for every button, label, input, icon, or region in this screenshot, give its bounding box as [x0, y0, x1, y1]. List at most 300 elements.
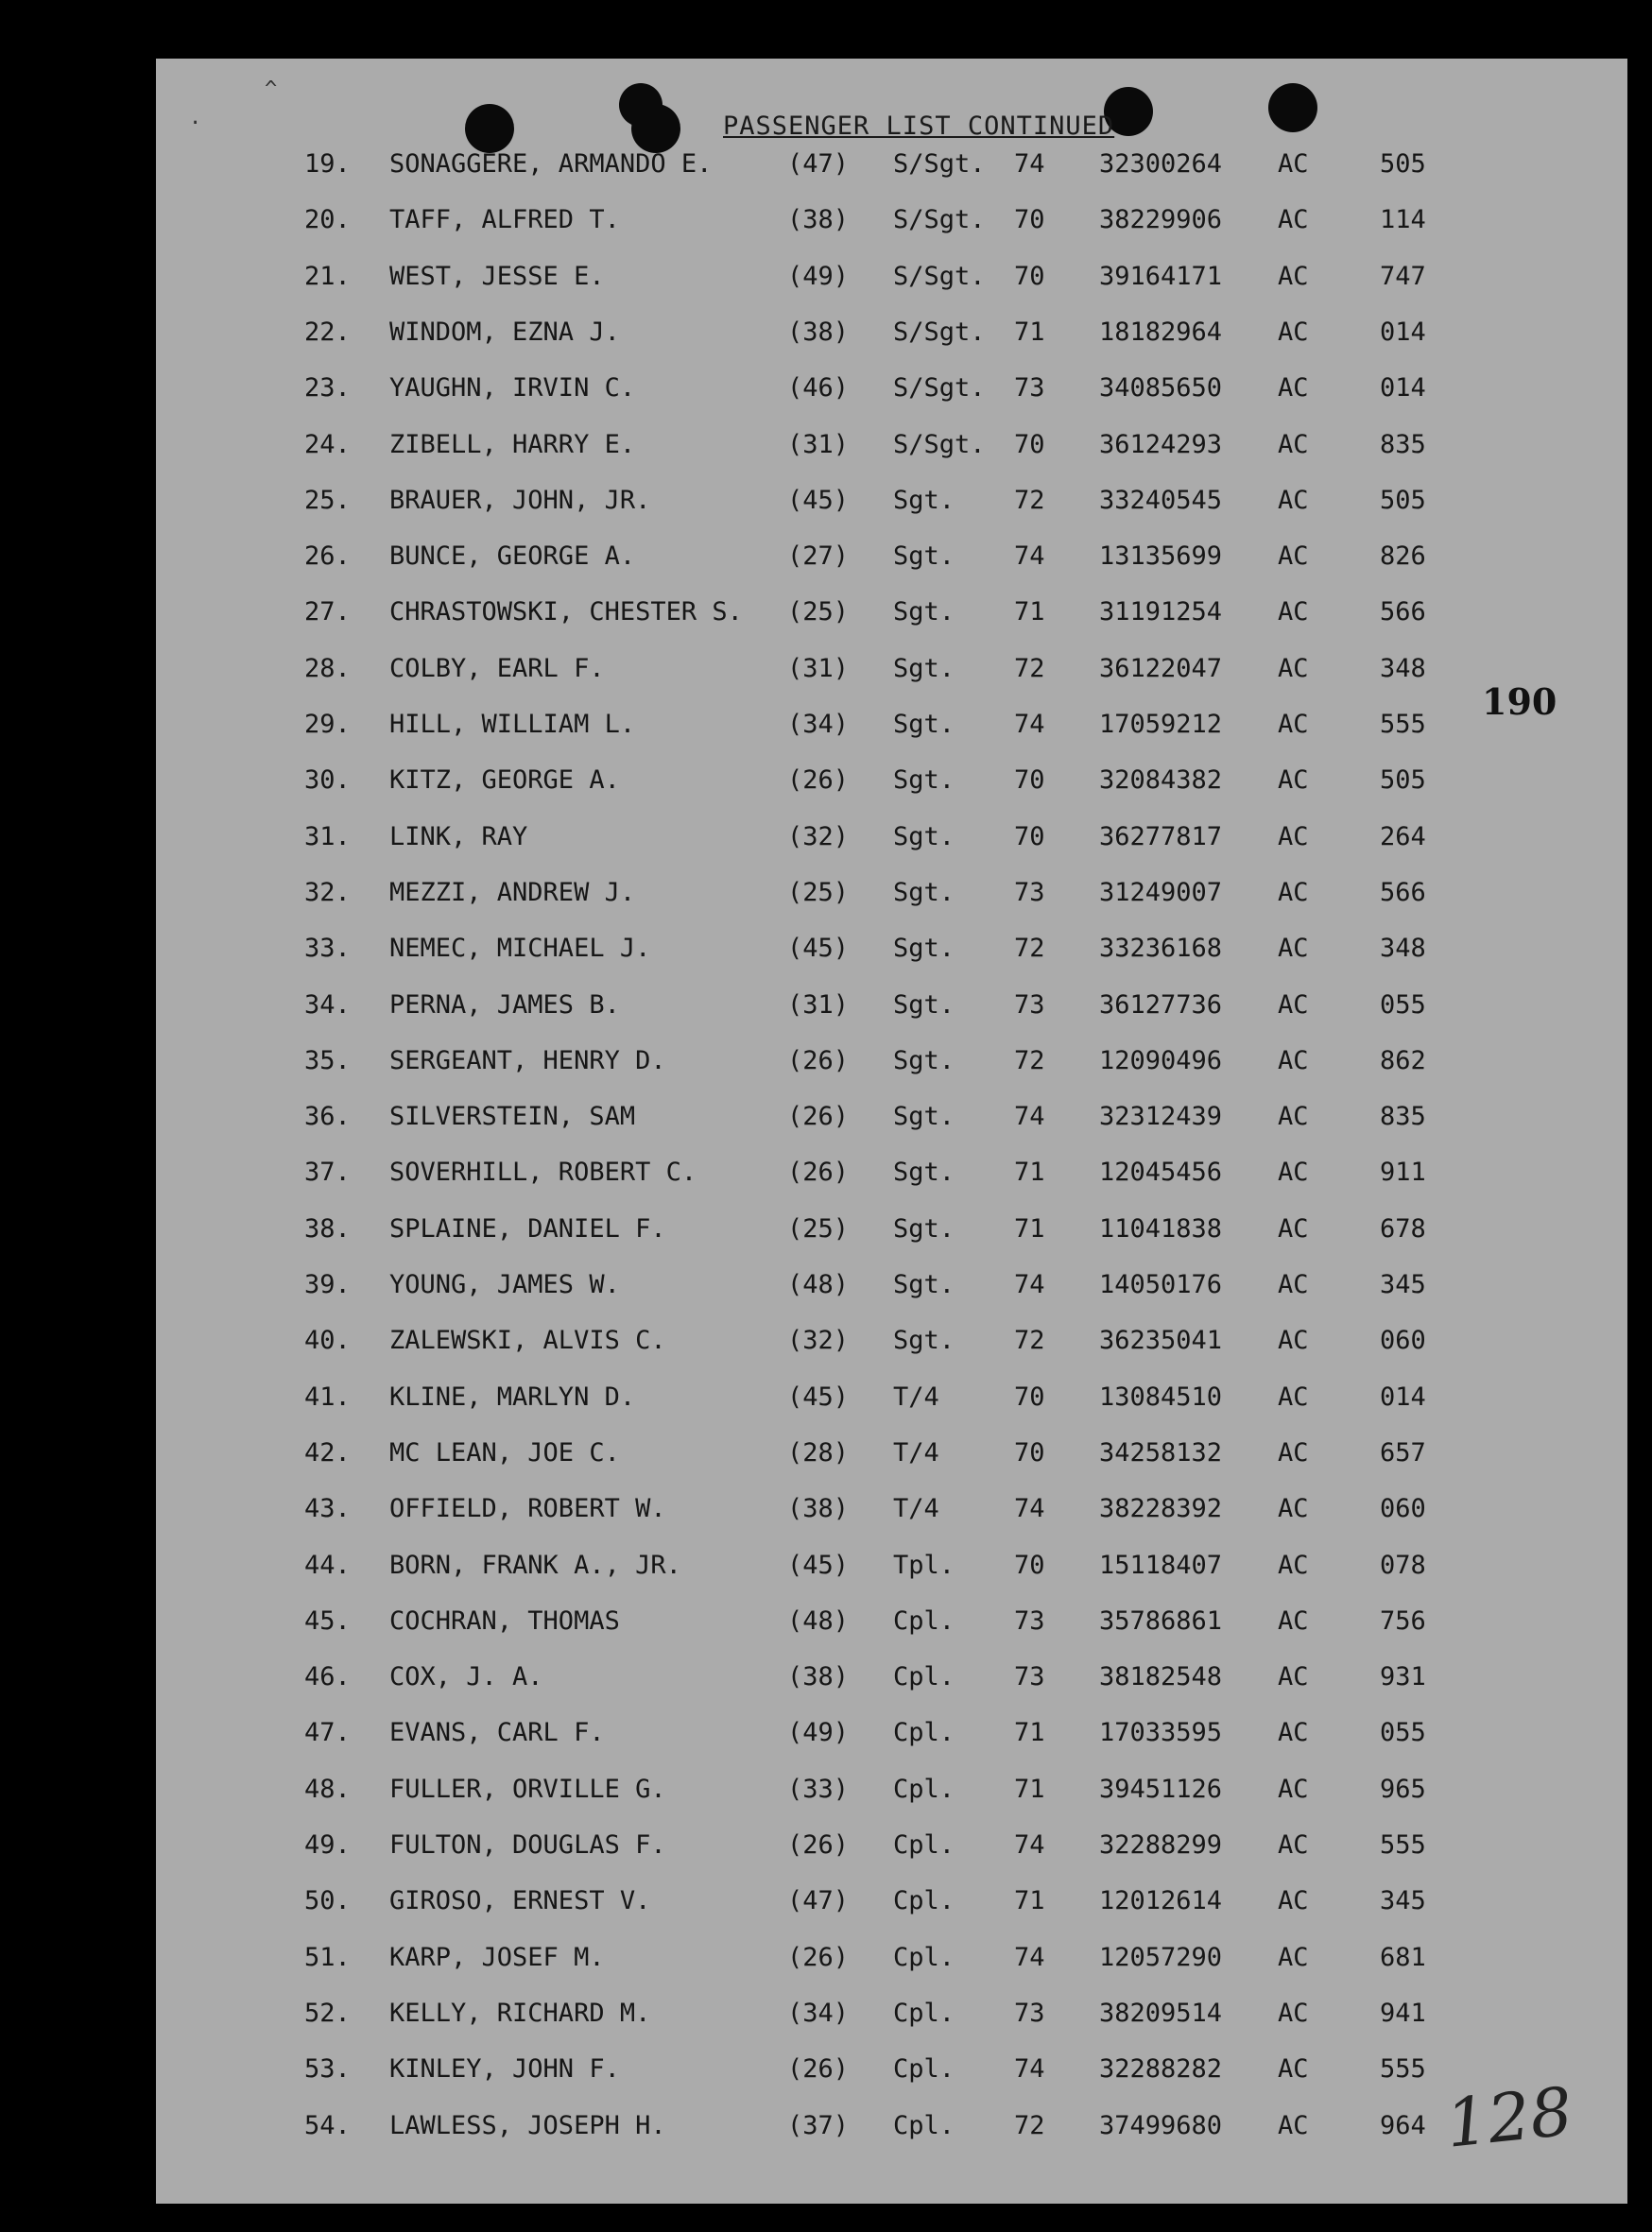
branch-code: AC — [1278, 1045, 1309, 1075]
serial-number: 32300264 — [1099, 149, 1223, 179]
passenger-age: (47) — [787, 1886, 850, 1916]
handwritten-number: 128 — [1442, 2072, 1576, 2163]
passenger-rank: Sgt. — [893, 597, 955, 627]
list-item — [0, 373, 1652, 411]
branch-code: AC — [1278, 541, 1309, 572]
last-column-code: 566 — [1380, 877, 1426, 907]
branch-code: AC — [1278, 1213, 1309, 1244]
branch-code: AC — [1278, 1830, 1309, 1860]
passenger-name: LINK, RAY — [389, 821, 528, 851]
passenger-name: KITZ, GEORGE A. — [389, 765, 620, 796]
list-item — [0, 541, 1652, 579]
passenger-name: GIROSO, ERNEST V. — [389, 1886, 651, 1916]
passenger-code: 72 — [1014, 485, 1045, 515]
row-number: 33. — [304, 934, 351, 964]
list-item — [0, 1102, 1652, 1140]
passenger-rank: Cpl. — [893, 1605, 955, 1636]
passenger-name: FULLER, ORVILLE G. — [389, 1774, 666, 1804]
row-number: 43. — [304, 1494, 351, 1524]
passenger-rank: Sgt. — [893, 1270, 955, 1299]
passenger-code: 71 — [1014, 1158, 1045, 1188]
passenger-code: 71 — [1014, 1213, 1045, 1244]
serial-number: 36124293 — [1099, 429, 1223, 459]
passenger-rank: Sgt. — [893, 1326, 955, 1356]
passenger-rank: Cpl. — [893, 2054, 955, 2085]
punch-hole — [465, 104, 514, 153]
branch-code: AC — [1278, 261, 1309, 291]
row-number: 27. — [304, 597, 351, 627]
passenger-name: NEMEC, MICHAEL J. — [389, 934, 651, 964]
row-number: 53. — [304, 2054, 351, 2085]
row-number: 31. — [304, 821, 351, 851]
serial-number: 39164171 — [1099, 261, 1223, 291]
row-number: 25. — [304, 485, 351, 515]
passenger-name: TAFF, ALFRED T. — [389, 205, 620, 235]
passenger-age: (37) — [787, 2110, 850, 2140]
list-item — [0, 822, 1652, 860]
serial-number: 13084510 — [1099, 1382, 1223, 1412]
passenger-rank: Cpl. — [893, 1886, 955, 1916]
passenger-name: KARP, JOSEF M. — [389, 1942, 605, 1972]
passenger-age: (31) — [787, 989, 850, 1020]
passenger-code: 73 — [1014, 1605, 1045, 1636]
passenger-rank: S/Sgt. — [893, 373, 986, 403]
passenger-rank: Sgt. — [893, 765, 955, 796]
last-column-code: 060 — [1380, 1494, 1426, 1524]
passenger-age: (25) — [787, 1213, 850, 1244]
branch-code: AC — [1278, 373, 1309, 403]
passenger-code: 74 — [1014, 710, 1045, 739]
passenger-code: 72 — [1014, 653, 1045, 683]
row-number: 46. — [304, 1662, 351, 1692]
branch-code: AC — [1278, 1437, 1309, 1468]
row-number: 19. — [304, 149, 351, 179]
list-item — [0, 1718, 1652, 1756]
passenger-age: (34) — [787, 710, 850, 739]
last-column-code: 826 — [1380, 541, 1426, 572]
branch-code: AC — [1278, 1718, 1309, 1748]
passenger-age: (47) — [787, 149, 850, 179]
serial-number: 18182964 — [1099, 317, 1223, 347]
serial-number: 36122047 — [1099, 653, 1223, 683]
passenger-code: 70 — [1014, 1382, 1045, 1412]
list-item — [0, 1382, 1652, 1420]
row-number: 39. — [304, 1270, 351, 1299]
row-number: 20. — [304, 205, 351, 235]
passenger-age: (32) — [787, 1326, 850, 1356]
list-item — [0, 2111, 1652, 2149]
passenger-name: KELLY, RICHARD M. — [389, 1998, 651, 2028]
passenger-name: PERNA, JAMES B. — [389, 989, 620, 1020]
margin-mark: · — [189, 112, 202, 135]
branch-code: AC — [1278, 149, 1309, 179]
serial-number: 31191254 — [1099, 597, 1223, 627]
passenger-age: (45) — [787, 485, 850, 515]
passenger-rank: S/Sgt. — [893, 317, 986, 347]
passenger-age: (34) — [787, 1998, 850, 2028]
row-number: 28. — [304, 653, 351, 683]
passenger-name: KLINE, MARLYN D. — [389, 1382, 636, 1412]
last-column-code: 931 — [1380, 1662, 1426, 1692]
branch-code: AC — [1278, 1662, 1309, 1692]
last-column-code: 941 — [1380, 1998, 1426, 2028]
row-number: 47. — [304, 1718, 351, 1748]
row-number: 34. — [304, 989, 351, 1020]
last-column-code: 078 — [1380, 1550, 1426, 1580]
list-item — [0, 1158, 1652, 1195]
passenger-code: 71 — [1014, 317, 1045, 347]
serial-number: 39451126 — [1099, 1774, 1223, 1804]
passenger-age: (38) — [787, 1494, 850, 1524]
serial-number: 32288282 — [1099, 2054, 1223, 2085]
passenger-age: (26) — [787, 1045, 850, 1075]
passenger-name: KINLEY, JOHN F. — [389, 2054, 620, 2085]
passenger-name: WEST, JESSE E. — [389, 261, 605, 291]
serial-number: 33236168 — [1099, 934, 1223, 964]
passenger-rank: Cpl. — [893, 2110, 955, 2140]
branch-code: AC — [1278, 429, 1309, 459]
row-number: 35. — [304, 1045, 351, 1075]
passenger-rank: Cpl. — [893, 1662, 955, 1692]
passenger-rank: Sgt. — [893, 934, 955, 964]
last-column-code: 345 — [1380, 1886, 1426, 1916]
passenger-name: SONAGGERE, ARMANDO E. — [389, 149, 713, 179]
branch-code: AC — [1278, 205, 1309, 235]
last-column-code: 756 — [1380, 1605, 1426, 1636]
passenger-rank: Sgt. — [893, 1158, 955, 1188]
list-item — [0, 1438, 1652, 1476]
row-number: 41. — [304, 1382, 351, 1412]
passenger-age: (45) — [787, 1550, 850, 1580]
serial-number: 34258132 — [1099, 1437, 1223, 1468]
passenger-code: 70 — [1014, 765, 1045, 796]
passenger-name: SILVERSTEIN, SAM — [389, 1102, 636, 1132]
branch-code: AC — [1278, 1102, 1309, 1132]
passenger-age: (38) — [787, 317, 850, 347]
row-number: 29. — [304, 710, 351, 739]
last-column-code: 014 — [1380, 317, 1426, 347]
list-item — [0, 1326, 1652, 1364]
list-item — [0, 486, 1652, 524]
passenger-age: (38) — [787, 205, 850, 235]
list-item — [0, 1999, 1652, 2036]
row-number: 30. — [304, 765, 351, 796]
last-column-code: 055 — [1380, 989, 1426, 1020]
serial-number: 34085650 — [1099, 373, 1223, 403]
passenger-code: 74 — [1014, 1830, 1045, 1860]
row-number: 24. — [304, 429, 351, 459]
serial-number: 32288299 — [1099, 1830, 1223, 1860]
passenger-age: (45) — [787, 1382, 850, 1412]
passenger-code: 74 — [1014, 1270, 1045, 1299]
serial-number: 13135699 — [1099, 541, 1223, 572]
row-number: 21. — [304, 261, 351, 291]
serial-number: 38209514 — [1099, 1998, 1223, 2028]
branch-code: AC — [1278, 1605, 1309, 1636]
list-item — [0, 1662, 1652, 1700]
branch-code: AC — [1278, 1774, 1309, 1804]
row-number: 32. — [304, 877, 351, 907]
passenger-rank: Sgt. — [893, 1213, 955, 1244]
row-number: 50. — [304, 1886, 351, 1916]
last-column-code: 555 — [1380, 1830, 1426, 1860]
passenger-name: SPLAINE, DANIEL F. — [389, 1213, 666, 1244]
passenger-code: 70 — [1014, 429, 1045, 459]
passenger-name: SOVERHILL, ROBERT C. — [389, 1158, 697, 1188]
passenger-age: (32) — [787, 821, 850, 851]
passenger-code: 71 — [1014, 597, 1045, 627]
passenger-name: LAWLESS, JOSEPH H. — [389, 2110, 666, 2140]
passenger-age: (25) — [787, 597, 850, 627]
punch-hole — [1268, 83, 1317, 132]
row-number: 23. — [304, 373, 351, 403]
passenger-rank: S/Sgt. — [893, 149, 986, 179]
branch-code: AC — [1278, 1270, 1309, 1299]
list-item — [0, 1494, 1652, 1532]
page-stamp-number: 190 — [1482, 680, 1557, 723]
list-item — [0, 1270, 1652, 1308]
passenger-code: 70 — [1014, 1550, 1045, 1580]
serial-number: 38228392 — [1099, 1494, 1223, 1524]
row-number: 44. — [304, 1550, 351, 1580]
passenger-code: 74 — [1014, 541, 1045, 572]
list-item — [0, 149, 1652, 187]
passenger-name: COCHRAN, THOMAS — [389, 1605, 620, 1636]
last-column-code: 348 — [1380, 934, 1426, 964]
serial-number: 17033595 — [1099, 1718, 1223, 1748]
serial-number: 12045456 — [1099, 1158, 1223, 1188]
passenger-name: OFFIELD, ROBERT W. — [389, 1494, 666, 1524]
row-number: 36. — [304, 1102, 351, 1132]
serial-number: 12090496 — [1099, 1045, 1223, 1075]
passenger-rank: Sgt. — [893, 653, 955, 683]
serial-number: 35786861 — [1099, 1605, 1223, 1636]
passenger-age: (31) — [787, 429, 850, 459]
passenger-rank: Sgt. — [893, 541, 955, 572]
serial-number: 32312439 — [1099, 1102, 1223, 1132]
serial-number: 38182548 — [1099, 1662, 1223, 1692]
branch-code: AC — [1278, 2110, 1309, 2140]
passenger-code: 72 — [1014, 1045, 1045, 1075]
last-column-code: 678 — [1380, 1213, 1426, 1244]
passenger-rank: T/4 — [893, 1494, 939, 1524]
serial-number: 15118407 — [1099, 1550, 1223, 1580]
row-number: 54. — [304, 2110, 351, 2140]
passenger-code: 74 — [1014, 149, 1045, 179]
last-column-code: 055 — [1380, 1718, 1426, 1748]
last-column-code: 835 — [1380, 1102, 1426, 1132]
serial-number: 17059212 — [1099, 710, 1223, 739]
list-item — [0, 654, 1652, 692]
list-item — [0, 262, 1652, 300]
passenger-code: 74 — [1014, 2054, 1045, 2085]
page-title: PASSENGER LIST CONTINUED — [723, 112, 1115, 141]
passenger-name: MC LEAN, JOE C. — [389, 1437, 620, 1468]
branch-code: AC — [1278, 597, 1309, 627]
passenger-rank: S/Sgt. — [893, 205, 986, 235]
passenger-name: YAUGHN, IRVIN C. — [389, 373, 636, 403]
passenger-age: (27) — [787, 541, 850, 572]
serial-number: 33240545 — [1099, 485, 1223, 515]
passenger-code: 74 — [1014, 1494, 1045, 1524]
last-column-code: 657 — [1380, 1437, 1426, 1468]
passenger-age: (38) — [787, 1662, 850, 1692]
passenger-rank: Sgt. — [893, 989, 955, 1020]
passenger-age: (45) — [787, 934, 850, 964]
branch-code: AC — [1278, 821, 1309, 851]
passenger-rank: Sgt. — [893, 877, 955, 907]
list-item — [0, 710, 1652, 747]
passenger-code: 73 — [1014, 373, 1045, 403]
passenger-code: 71 — [1014, 1718, 1045, 1748]
row-number: 26. — [304, 541, 351, 572]
passenger-age: (48) — [787, 1270, 850, 1299]
passenger-name: CHRASTOWSKI, CHESTER S. — [389, 597, 743, 627]
last-column-code: 505 — [1380, 149, 1426, 179]
list-item — [0, 1551, 1652, 1588]
last-column-code: 014 — [1380, 1382, 1426, 1412]
passenger-age: (49) — [787, 1718, 850, 1748]
passenger-name: BRAUER, JOHN, JR. — [389, 485, 651, 515]
passenger-age: (46) — [787, 373, 850, 403]
passenger-code: 74 — [1014, 1942, 1045, 1972]
serial-number: 12012614 — [1099, 1886, 1223, 1916]
serial-number: 38229906 — [1099, 205, 1223, 235]
passenger-code: 72 — [1014, 2110, 1045, 2140]
branch-code: AC — [1278, 1886, 1309, 1916]
passenger-name: ZALEWSKI, ALVIS C. — [389, 1326, 666, 1356]
last-column-code: 911 — [1380, 1158, 1426, 1188]
passenger-age: (33) — [787, 1774, 850, 1804]
branch-code: AC — [1278, 317, 1309, 347]
passenger-age: (26) — [787, 2054, 850, 2085]
list-item — [0, 1886, 1652, 1924]
branch-code: AC — [1278, 2054, 1309, 2085]
branch-code: AC — [1278, 934, 1309, 964]
passenger-name: ZIBELL, HARRY E. — [389, 429, 636, 459]
last-column-code: 862 — [1380, 1045, 1426, 1075]
serial-number: 31249007 — [1099, 877, 1223, 907]
passenger-rank: Cpl. — [893, 1830, 955, 1860]
row-number: 48. — [304, 1774, 351, 1804]
last-column-code: 964 — [1380, 2110, 1426, 2140]
passenger-name: COLBY, EARL F. — [389, 653, 605, 683]
passenger-age: (26) — [787, 1830, 850, 1860]
list-item — [0, 1943, 1652, 1981]
passenger-code: 71 — [1014, 1774, 1045, 1804]
list-item — [0, 597, 1652, 635]
last-column-code: 014 — [1380, 373, 1426, 403]
last-column-code: 060 — [1380, 1326, 1426, 1356]
list-item — [0, 205, 1652, 243]
passenger-name: COX, J. A. — [389, 1662, 543, 1692]
serial-number: 36235041 — [1099, 1326, 1223, 1356]
passenger-rank: Cpl. — [893, 1942, 955, 1972]
last-column-code: 505 — [1380, 765, 1426, 796]
last-column-code: 965 — [1380, 1774, 1426, 1804]
passenger-code: 70 — [1014, 821, 1045, 851]
list-item — [0, 1606, 1652, 1644]
passenger-rank: S/Sgt. — [893, 429, 986, 459]
passenger-rank: Sgt. — [893, 485, 955, 515]
last-column-code: 264 — [1380, 821, 1426, 851]
passenger-name: WINDOM, EZNA J. — [389, 317, 620, 347]
passenger-age: (26) — [787, 1158, 850, 1188]
branch-code: AC — [1278, 1326, 1309, 1356]
last-column-code: 681 — [1380, 1942, 1426, 1972]
branch-code: AC — [1278, 765, 1309, 796]
passenger-code: 73 — [1014, 1998, 1045, 2028]
last-column-code: 747 — [1380, 261, 1426, 291]
passenger-name: SERGEANT, HENRY D. — [389, 1045, 666, 1075]
passenger-code: 70 — [1014, 261, 1045, 291]
list-item — [0, 1830, 1652, 1868]
branch-code: AC — [1278, 877, 1309, 907]
last-column-code: 348 — [1380, 653, 1426, 683]
list-item — [0, 1214, 1652, 1252]
passenger-age: (25) — [787, 877, 850, 907]
branch-code: AC — [1278, 1998, 1309, 2028]
passenger-rank: S/Sgt. — [893, 261, 986, 291]
passenger-name: HILL, WILLIAM L. — [389, 710, 636, 739]
row-number: 45. — [304, 1605, 351, 1636]
passenger-name: FULTON, DOUGLAS F. — [389, 1830, 666, 1860]
serial-number: 11041838 — [1099, 1213, 1223, 1244]
passenger-age: (49) — [787, 261, 850, 291]
passenger-rank: Cpl. — [893, 1774, 955, 1804]
row-number: 40. — [304, 1326, 351, 1356]
passenger-code: 70 — [1014, 205, 1045, 235]
last-column-code: 555 — [1380, 710, 1426, 739]
list-item — [0, 430, 1652, 468]
serial-number: 36277817 — [1099, 821, 1223, 851]
passenger-code: 72 — [1014, 934, 1045, 964]
passenger-name: BORN, FRANK A., JR. — [389, 1550, 681, 1580]
list-item — [0, 1775, 1652, 1812]
list-item — [0, 990, 1652, 1028]
row-number: 42. — [304, 1437, 351, 1468]
branch-code: AC — [1278, 989, 1309, 1020]
passenger-rank: Tpl. — [893, 1550, 955, 1580]
last-column-code: 566 — [1380, 597, 1426, 627]
row-number: 22. — [304, 317, 351, 347]
passenger-age: (28) — [787, 1437, 850, 1468]
row-number: 51. — [304, 1942, 351, 1972]
passenger-code: 71 — [1014, 1886, 1045, 1916]
serial-number: 37499680 — [1099, 2110, 1223, 2140]
serial-number: 36127736 — [1099, 989, 1223, 1020]
passenger-name: EVANS, CARL F. — [389, 1718, 605, 1748]
passenger-rank: T/4 — [893, 1382, 939, 1412]
passenger-rank: Sgt. — [893, 821, 955, 851]
list-item — [0, 1046, 1652, 1084]
passenger-age: (26) — [787, 1942, 850, 1972]
branch-code: AC — [1278, 485, 1309, 515]
serial-number: 12057290 — [1099, 1942, 1223, 1972]
branch-code: AC — [1278, 1158, 1309, 1188]
punch-hole — [631, 104, 680, 153]
row-number: 49. — [304, 1830, 351, 1860]
passenger-rank: Sgt. — [893, 1045, 955, 1075]
row-number: 38. — [304, 1213, 351, 1244]
passenger-age: (48) — [787, 1605, 850, 1636]
row-number: 52. — [304, 1998, 351, 2028]
branch-code: AC — [1278, 653, 1309, 683]
list-item — [0, 765, 1652, 803]
branch-code: AC — [1278, 1494, 1309, 1524]
passenger-name: BUNCE, GEORGE A. — [389, 541, 636, 572]
passenger-rank: Sgt. — [893, 1102, 955, 1132]
